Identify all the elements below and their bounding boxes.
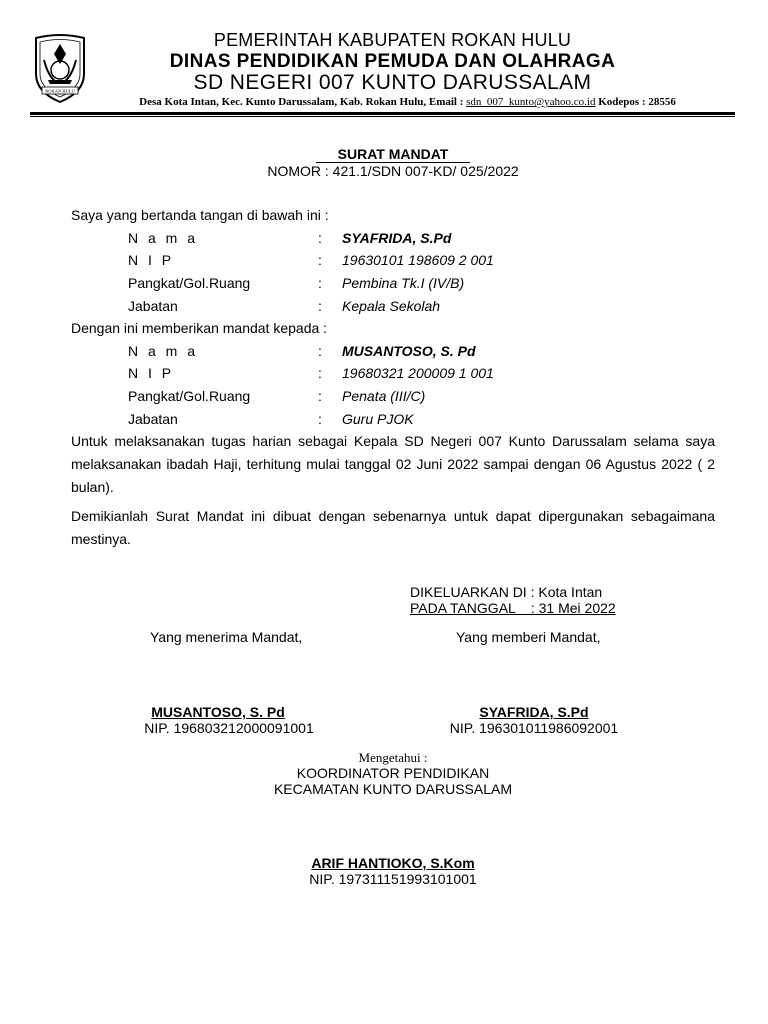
header-government: PEMERINTAH KABUPATEN ROKAN HULU (213, 30, 572, 50)
acknowledge-signature-nip: NIP. 197311151993101001 (309, 871, 477, 887)
receiver-rank-value: Penata (III/C) (342, 388, 426, 404)
closing-paragraph: Demikianlah Surat Mandat ini dibuat dengan sebenarnya untuk dapat dipergunakan sebagaimana mestinya. (71, 508, 715, 547)
colon: : (318, 343, 322, 359)
document-number: NOMOR : 421.1/SDN 007-KD/ 025/2022 (267, 163, 519, 179)
intro-text: Saya yang bertanda tangan di bawah ini : (71, 207, 329, 223)
receiver-name-label: N a m a (128, 343, 199, 359)
giver-caption: Yang memberi Mandat, (456, 629, 601, 645)
document-title (0, 146, 768, 162)
colon: : (318, 388, 322, 404)
issued-date: PADA TANGGAL : 31 Mei 2022 (410, 600, 616, 616)
email-link[interactable]: sdn_007_kunto@yahoo.co.id (466, 96, 596, 108)
header-department: DINAS PENDIDIKAN PEMUDA DAN OLAHRAGA (169, 51, 616, 72)
receiver-name-value: MUSANTOSO, S. Pd (342, 343, 476, 359)
document-title-text: SURAT MANDAT (316, 146, 471, 163)
receiver-nip-value: 19680321 200009 1 001 (342, 365, 494, 381)
regency-emblem-logo (30, 30, 90, 104)
receiver-nip-label: N I P (128, 365, 175, 381)
receiver-signature-name: MUSANTOSO, S. Pd (151, 704, 285, 720)
header-address (95, 96, 720, 108)
intro2-text: Dengan ini memberikan mandat kepada : (71, 320, 328, 336)
giver-rank-label: Pangkat/Gol.Ruang (128, 275, 251, 291)
giver-nip-label: N I P (128, 252, 175, 268)
colon: : (318, 411, 322, 427)
giver-name-value: SYAFRIDA, S.Pd (342, 230, 452, 246)
acknowledge-role-1: KOORDINATOR PENDIDIKAN (296, 765, 490, 781)
giver-position-value: Kepala Sekolah (342, 298, 441, 314)
giver-position-label: Jabatan (128, 298, 178, 314)
receiver-signature-nip: NIP. 196803212000091001 (144, 720, 314, 736)
receiver-rank-label: Pangkat/Gol.Ruang (128, 388, 251, 404)
mandate-paragraph: Untuk melaksanakan tugas harian sebagai Kepala SD Negeri 007 Kunto Darussalam selama saya melaksanakan ibadah Haji, terhitung mulai tanggal 02 Juni 2022 sampai dengan 06 Agustus 2022 ( 2 bulan). (71, 433, 715, 495)
colon: : (318, 252, 322, 268)
postcode: Kodepos : 28556 (595, 96, 676, 108)
receiver-position-label: Jabatan (128, 411, 178, 427)
colon: : (318, 365, 322, 381)
acknowledge-role-2: KECAMATAN KUNTO DARUSSALAM (273, 781, 513, 797)
acknowledge-label: Mengetahui : (358, 750, 428, 765)
receiver-caption: Yang menerima Mandat, (150, 629, 303, 645)
header-divider-thin (30, 116, 735, 117)
giver-name-label: N a m a (128, 230, 199, 246)
giver-signature-name: SYAFRIDA, S.Pd (479, 704, 589, 720)
colon: : (318, 298, 322, 314)
colon: : (318, 230, 322, 246)
acknowledge-signature-name: ARIF HANTIOKO, S.Kom (311, 855, 475, 871)
header-divider-thick (30, 112, 735, 115)
receiver-position-value: Guru PJOK (342, 411, 414, 427)
colon: : (318, 275, 322, 291)
header-school: SD NEGERI 007 KUNTO DARUSSALAM (193, 71, 592, 94)
giver-rank-value: Pembina Tk.I (IV/B) (342, 275, 465, 291)
address-text: Desa Kota Intan, Kec. Kunto Darussalam, Kab. Rokan Hulu, Email : (139, 96, 467, 108)
svg-text:ROKAN HULU: ROKAN HULU (45, 88, 75, 94)
giver-nip-value: 19630101 198609 2 001 (342, 252, 494, 268)
issued-place: DIKELUARKAN DI : Kota Intan (410, 584, 603, 600)
giver-signature-nip: NIP. 196301011986092001 (449, 720, 619, 736)
